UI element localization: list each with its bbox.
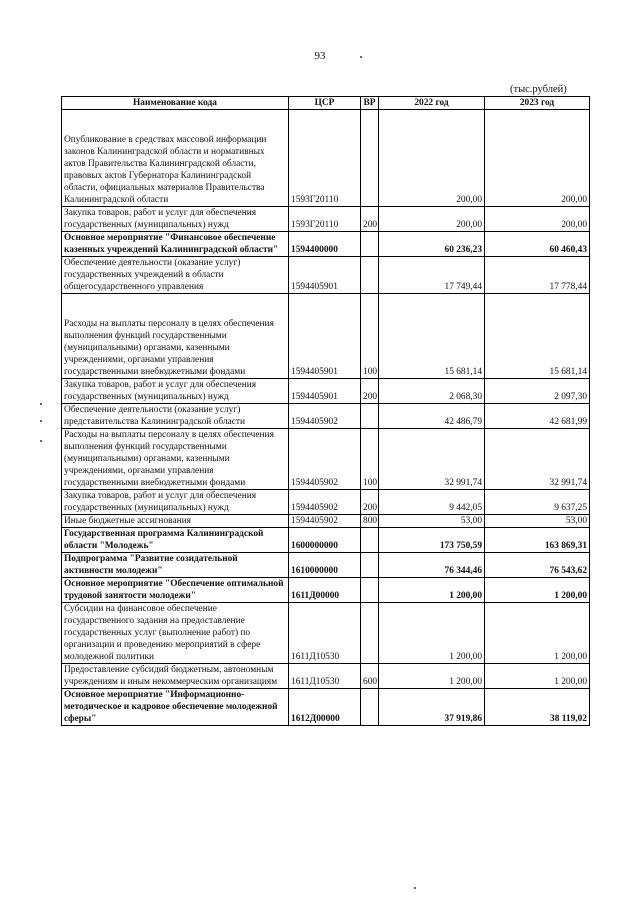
row-2023-cell: 1 200,00 bbox=[485, 603, 590, 664]
row-name-cell: Основное мероприятие "Обеспечение оптимальной трудовой занятости молодежи" bbox=[62, 578, 289, 603]
table-row bbox=[62, 429, 590, 490]
table-row bbox=[62, 528, 590, 553]
row-csr-cell: 1594405901 bbox=[289, 379, 361, 404]
table-header-row bbox=[62, 97, 590, 110]
row-vr-cell bbox=[361, 553, 379, 578]
row-name-cell: Обеспечение деятельности (оказание услуг) государственных учреждений в области общегосударственного управления bbox=[62, 257, 289, 294]
row-2023-cell: 1 200,00 bbox=[485, 664, 590, 689]
table-row bbox=[62, 110, 590, 207]
row-2023-cell: 42 681,99 bbox=[485, 404, 590, 429]
row-name-cell: Основное мероприятие "Финансовое обеспечение казенных учреждений Калининградской области" bbox=[62, 232, 289, 257]
row-name-cell: Субсидии на финансовое обеспечение государственного задания на предоставление государственных услуг (выполнение работ) по организации и проведению мероприятий в сфере молодежной политики bbox=[62, 603, 289, 664]
row-2023-cell: 200,00 bbox=[485, 110, 590, 207]
row-vr-cell: 800 bbox=[361, 515, 379, 528]
row-csr-cell: 1593Г20110 bbox=[289, 207, 361, 232]
row-name-cell: Расходы на выплаты персоналу в целях обеспечения выполнения функций государственными (муниципальными) органами, казенными учреждениями, органами управления государственными внебюджетными фондами bbox=[62, 294, 289, 379]
row-name-cell: Обеспечение деятельности (оказание услуг) представительства Калининградской области bbox=[62, 404, 289, 429]
row-2023-cell: 17 778,44 bbox=[485, 257, 590, 294]
row-2022-cell: 53,00 bbox=[379, 515, 485, 528]
row-vr-cell: 100 bbox=[361, 294, 379, 379]
table-row bbox=[62, 689, 590, 726]
row-2022-cell: 2 068,30 bbox=[379, 379, 485, 404]
table-row bbox=[62, 603, 590, 664]
row-vr-cell bbox=[361, 257, 379, 294]
row-csr-cell: 1594400000 bbox=[289, 232, 361, 257]
row-2023-cell: 163 869,31 bbox=[485, 528, 590, 553]
row-csr-cell: 1594405901 bbox=[289, 294, 361, 379]
table-row bbox=[62, 207, 590, 232]
table-row bbox=[62, 578, 590, 603]
row-2023-cell: 32 991,74 bbox=[485, 429, 590, 490]
header-name: Наименование кода bbox=[62, 97, 289, 110]
row-csr-cell: 1612Д00000 bbox=[289, 689, 361, 726]
row-2022-cell: 32 991,74 bbox=[379, 429, 485, 490]
row-vr-cell bbox=[361, 689, 379, 726]
row-vr-cell: 200 bbox=[361, 490, 379, 515]
row-csr-cell: 1611Д10530 bbox=[289, 603, 361, 664]
row-vr-cell bbox=[361, 404, 379, 429]
row-vr-cell: 200 bbox=[361, 379, 379, 404]
row-name-cell: Иные бюджетные ассигнования bbox=[62, 515, 289, 528]
header-2022: 2022 год bbox=[379, 97, 485, 110]
scan-dot bbox=[360, 56, 362, 58]
row-vr-cell: 100 bbox=[361, 429, 379, 490]
row-2022-cell: 60 236,23 bbox=[379, 232, 485, 257]
row-csr-cell: 1594405902 bbox=[289, 515, 361, 528]
row-csr-cell: 1594405901 bbox=[289, 257, 361, 294]
row-vr-cell: 600 bbox=[361, 664, 379, 689]
table-row bbox=[62, 553, 590, 578]
table-row bbox=[62, 257, 590, 294]
table-row bbox=[62, 515, 590, 528]
row-2023-cell: 76 543,62 bbox=[485, 553, 590, 578]
row-vr-cell: 200 bbox=[361, 207, 379, 232]
header-2023: 2023 год bbox=[485, 97, 590, 110]
row-2023-cell: 53,00 bbox=[485, 515, 590, 528]
row-2022-cell: 42 486,79 bbox=[379, 404, 485, 429]
table-row bbox=[62, 232, 590, 257]
row-2022-cell: 1 200,00 bbox=[379, 603, 485, 664]
row-vr-cell bbox=[361, 603, 379, 664]
row-name-cell: Предоставление субсидий бюджетным, автономным учреждениям и иным некоммерческим организациям bbox=[62, 664, 289, 689]
scan-dot bbox=[40, 403, 42, 405]
row-2022-cell: 76 344,46 bbox=[379, 553, 485, 578]
row-2023-cell: 38 119,02 bbox=[485, 689, 590, 726]
row-2022-cell: 173 750,59 bbox=[379, 528, 485, 553]
row-2022-cell: 200,00 bbox=[379, 207, 485, 232]
row-name-cell: Закупка товаров, работ и услуг для обеспечения государственных (муниципальных) нужд bbox=[62, 379, 289, 404]
row-2023-cell: 2 097,30 bbox=[485, 379, 590, 404]
table-row bbox=[62, 379, 590, 404]
row-csr-cell: 1594405902 bbox=[289, 404, 361, 429]
row-name-cell: Подпрограмма "Развитие созидательной активности молодежи" bbox=[62, 553, 289, 578]
row-name-cell: Опубликование в средствах массовой информации законов Калининградской области и нормативных актов Правительства Калининградской области, правовых актов Губернатора Калининградской области, официальных материалов Правительства Калининградской области bbox=[62, 110, 289, 207]
row-2023-cell: 15 681,14 bbox=[485, 294, 590, 379]
row-name-cell: Расходы на выплаты персоналу в целях обеспечения выполнения функций государственными (муниципальными) органами, казенными учреждениями, органами управления государственными внебюджетными фондами bbox=[62, 429, 289, 490]
scan-dot bbox=[40, 440, 42, 442]
units-label: (тыс.рублей) bbox=[510, 84, 567, 95]
row-name-cell: Основное мероприятие "Информационно-методическое и кадровое обеспечение молодежной сферы" bbox=[62, 689, 289, 726]
row-csr-cell: 1593Г20110 bbox=[289, 110, 361, 207]
row-vr-cell bbox=[361, 578, 379, 603]
row-2022-cell: 15 681,14 bbox=[379, 294, 485, 379]
table-row bbox=[62, 664, 590, 689]
row-2023-cell: 60 460,43 bbox=[485, 232, 590, 257]
row-2022-cell: 1 200,00 bbox=[379, 578, 485, 603]
row-2022-cell: 9 442,05 bbox=[379, 490, 485, 515]
header-vr: ВР bbox=[361, 97, 379, 110]
row-vr-cell bbox=[361, 110, 379, 207]
row-csr-cell: 1610000000 bbox=[289, 553, 361, 578]
row-2023-cell: 1 200,00 bbox=[485, 578, 590, 603]
row-2023-cell: 200,00 bbox=[485, 207, 590, 232]
row-2022-cell: 17 749,44 bbox=[379, 257, 485, 294]
row-vr-cell bbox=[361, 528, 379, 553]
row-name-cell: Государственная программа Калининградской области "Молодежь" bbox=[62, 528, 289, 553]
budget-table bbox=[61, 96, 590, 726]
row-name-cell: Закупка товаров, работ и услуг для обеспечения государственных (муниципальных) нужд bbox=[62, 490, 289, 515]
page-number: 93 bbox=[314, 50, 326, 62]
row-2022-cell: 37 919,86 bbox=[379, 689, 485, 726]
scan-dot bbox=[414, 887, 416, 889]
row-csr-cell: 1611Д00000 bbox=[289, 578, 361, 603]
row-csr-cell: 1611Д10530 bbox=[289, 664, 361, 689]
row-csr-cell: 1594405902 bbox=[289, 429, 361, 490]
header-csr: ЦСР bbox=[289, 97, 361, 110]
row-2022-cell: 200,00 bbox=[379, 110, 485, 207]
table-row bbox=[62, 490, 590, 515]
row-2023-cell: 9 637,25 bbox=[485, 490, 590, 515]
row-csr-cell: 1600000000 bbox=[289, 528, 361, 553]
table-row bbox=[62, 294, 590, 379]
table-row bbox=[62, 404, 590, 429]
row-name-cell: Закупка товаров, работ и услуг для обеспечения государственных (муниципальных) нужд bbox=[62, 207, 289, 232]
row-vr-cell bbox=[361, 232, 379, 257]
row-2022-cell: 1 200,00 bbox=[379, 664, 485, 689]
scan-dot bbox=[40, 420, 42, 422]
row-csr-cell: 1594405902 bbox=[289, 490, 361, 515]
